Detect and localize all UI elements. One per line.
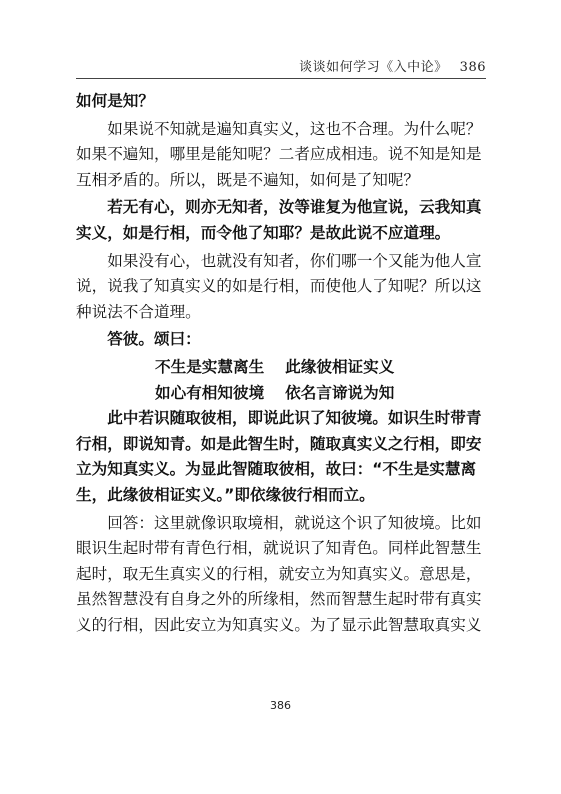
paragraph-6: 回答：这里就像识取境相，就说这个识了知彼境。比如眼识生起时带有青色行相，就说识了知青色。同样此智慧生起时，取无生真实义的行相，就安立为知真实义。意思是，虽然智慧没有自身之外的所缘相，然而智慧生起时带有真实义的行相，因此安立为知真实义。为了显示此智慧取真实义: [76, 513, 482, 634]
paragraph-1: 如果说不知就是遍知真实义，这也不合理。为什么呢？如果不遍知，哪里是能知呢？二者应成相违。说不知是知是互相矛盾的。所以，既是不遍知，如何是了知呢？: [76, 119, 482, 189]
paragraph-4-source: 答彼。颂曰：: [107, 330, 201, 349]
paragraph-5-source: 此中若识随取彼相，即说此识了知彼境。如识生时带青行相，即说知青。如是此智生时，随取真实义之行相，即安立为知真实义。为显此智随取彼相，故曰：“不生是实慧离生，此缘彼相证实义。”即依缘彼行相而立。: [76, 409, 482, 504]
section-heading: 如何是知？: [76, 92, 154, 110]
body-text: [76, 89, 486, 640]
verse-line-1: 不生是实慧离生 此缘彼相证实义: [155, 357, 395, 376]
paragraph-3: 如果没有心，也就没有知者，你们哪一个又能为他人宣说，说我了知真实义的如是行相，而使他人了知呢？所以这种说法不合道理。: [76, 251, 482, 321]
header-rule: [76, 78, 486, 79]
paragraph-2-source: 若无有心，则亦无知者，汝等谁复为他宣说，云我知真实义，如是行相，而令他了知耶？是故此说不应道理。: [76, 198, 482, 242]
header-title: 谈谈如何学习《入中论》: [299, 60, 448, 75]
footer-page-number: 386: [270, 699, 291, 712]
header-page-number: 386: [459, 60, 486, 75]
verse-line-2: 如心有相知彼境 依名言谛说为知: [155, 383, 395, 402]
running-header: [0, 56, 486, 75]
